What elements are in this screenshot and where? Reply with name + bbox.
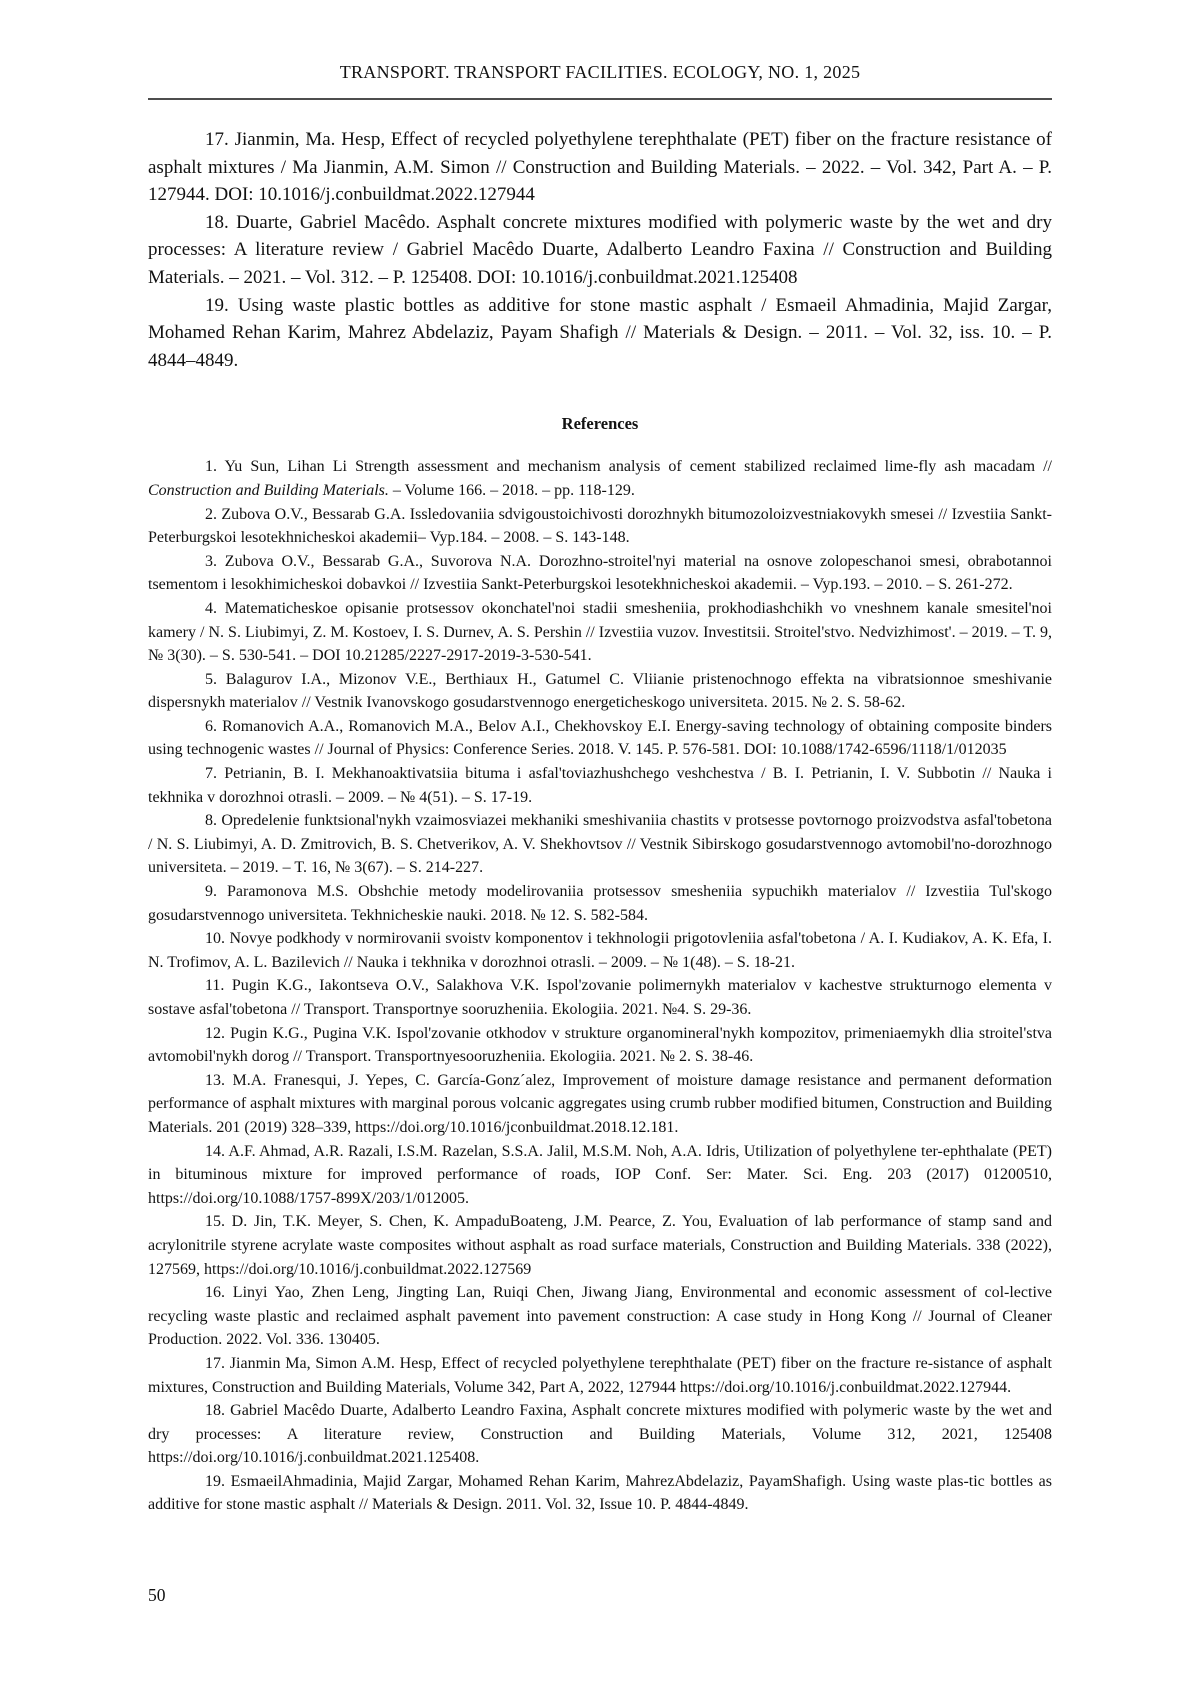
reference-text: 19. Using waste plastic bottles as additive for stone mastic asphalt / Esmaeil Ahmadinia, Majid Zargar, Mohamed Rehan Karim, Mahrez Abdelaziz, Payam Shafigh // Materials & Design. – 2011. – Vol. 32, iss. 10. – P. 4844–4849. (148, 294, 1052, 371)
reference-item (148, 668, 1052, 715)
reference-text: 3. Zubova O.V., Bessarab G.A., Suvorova N.A. Dorozhno-stroitel'nyi material na osnove zolopeschanoi smesi, obrabotannoi tsementom i lesokhimicheskoi dobavkoi // Izvestiia Sankt-Peterburgskoi lesotekhnicheskoi akademii. – Vyp.193. – 2010. – S. 261-272. (148, 552, 1052, 594)
reference-text: 17. Jianmin, Ma. Hesp, Effect of recycled polyethylene terephthalate (PET) fiber on the fracture resistance of asphalt mixtures / Ma Jianmin, A.M. Simon // Construction and Building Materials. – 2022. – Vol. 342, Part A. – P. 127944. DOI: 10.1016/j.conbuildmat.2022.127944 (148, 129, 1052, 206)
reference-text: 12. Pugin K.G., Pugina V.K. Ispol'zovanie otkhodov v strukture organomineral'nykh kompozitov, primeniaemykh dlia stroitel'stva avtomobil'nykh dorog // Transport. Transportnyesooruzheniia. Ekologiia. 2021. № 2. S. 38-46. (148, 1024, 1052, 1066)
reference-text: 6. Romanovich A.A., Romanovich M.A., Belov A.I., Chekhovskoy E.I. Energy-saving technology of obtaining composite binders using technogenic wastes // Journal of Physics: Conference Series. 2018. V. 145. P. 576-581. DOI: 10.1088/1742-6596/1118/1/012035 (148, 717, 1052, 759)
reference-item (148, 1281, 1052, 1352)
reference-text: 18. Gabriel Macêdo Duarte, Adalberto Leandro Faxina, Asphalt concrete mixtures modified with polymeric waste by the wet and dry processes: A literature review, Construction and Building Materials, Volume 312, 2021, 125408 https://doi.org/10.1016/j.conbuildmat.2021.125408. (148, 1402, 1052, 1467)
reference-text: 1. Yu Sun, Lihan Li Strength assessment and mechanism analysis of cement stabilized reclaimed lime-fly ash macadam // (205, 458, 1052, 476)
journal-page (148, 0, 1052, 1698)
reference-item (148, 503, 1052, 550)
reference-item (148, 1022, 1052, 1069)
reference-text: 11. Pugin K.G., Iakontseva O.V., Salakhova V.K. Ispol'zovanie polimernykh materialov v kachestve strukturnogo elementa v sostave asfal'tobetona // Transport. Transportnye sooruzheniia. Ekologiia. 2021. №4. S. 29-36. (148, 977, 1052, 1018)
reference-text: 10. Novye podkhody v normirovanii svoistv komponentov i tekhnologii prigotovleniia asfal'tobetona / A. I. Kudiakov, A. K. Efa, I. N. Trofimov, A. L. Bazilevich // Nauka i tekhnika v dorozhnoi otrasli. – 2009. – № 1(48). – S. 18-21. (148, 930, 1052, 971)
reference-item (148, 809, 1052, 880)
reference-item (148, 1399, 1052, 1470)
reference-item (148, 880, 1052, 927)
reference-item (148, 1069, 1052, 1140)
reference-item (148, 455, 1052, 502)
reference-text: 7. Petrianin, B. I. Mekhanoaktivatsiia bituma i asfal'toviazhushchego veshchestva / B. I. Petrianin, I. V. Subbotin // Nauka i tekhnika v dorozhnoi otrasli. – 2009. – № 4(51). – S. 17-19. (148, 765, 1052, 806)
reference-text: 8. Opredelenie funktsional'nykh vzaimosviazei mekhaniki smeshivaniia chastits v protsesse povtornogo proizvodstva asfal'tobetona / N. S. Liubimyi, A. D. Zmitrovich, B. S. Chetverikov, A. V. Shekhovtsov // Vestnik Sibirskogo gosudarstvennogo avtomobil'no-dorozhnogo universiteta. – 2019. – T. 16, № 3(67). – S. 214-227. (148, 812, 1052, 877)
reference-source-italic: Construction and Building Materials. (148, 481, 389, 499)
reference-text: 5. Balagurov I.A., Mizonov V.E., Berthiaux H., Gatumel C. Vliianie pristenochnogo effekta na vibratsionnoe smeshivanie dispersnykh materialov // Vestnik Ivanovskogo gosudarstvennogo energeticheskogo universiteta. 2015. № 2. S. 58-62. (148, 670, 1052, 712)
reference-item (148, 762, 1052, 809)
reference-text: 19. EsmaeilAhmadinia, Majid Zargar, Mohamed Rehan Karim, MahrezAbdelaziz, PayamShafigh. Using waste plas-tic bottles as additive for stone mastic asphalt // Materials & Design. 2011. Vol. 32, Issue 10. P. 4844-4849. (148, 1472, 1052, 1514)
reference-item (148, 597, 1052, 668)
reference-text: 14. A.F. Ahmad, A.R. Razali, I.S.M. Razelan, S.S.A. Jalil, M.S.M. Noh, A.A. Idris, Utilization of polyethylene ter-ephthalate (PET) in bituminous mixture for improved performance of roads, IOP Conf. Ser: Mater. Sci. Eng. 203 (2017) 01200510, https://doi.org/10.1088/1757-899X/203/1/012005. (148, 1142, 1052, 1207)
reference-item (148, 1470, 1052, 1517)
reference-item (148, 209, 1052, 292)
reference-text: 18. Duarte, Gabriel Macêdo. Asphalt concrete mixtures modified with polymeric waste by the wet and dry processes: A literature review / Gabriel Macêdo Duarte, Adalberto Leandro Faxina // Construction and Building Materials. – 2021. – Vol. 312. – P. 125408. DOI: 10.1016/j.conbuildmat.2021.125408 (148, 211, 1052, 288)
reference-list-continued (148, 126, 1052, 374)
reference-item (148, 1140, 1052, 1211)
reference-item (148, 550, 1052, 597)
reference-text: 2. Zubova O.V., Bessarab G.A. Issledovaniia sdvigoustoichivosti dorozhnykh bitumozoloizvestniakovykh smesei // Izvestiia Sankt-Peterburgskoi lesotekhnicheskoi akademii– Vyp.184. – 2008. – S. 143-148. (148, 505, 1052, 547)
journal-header-title: TRANSPORT. TRANSPORT FACILITIES. ECOLOGY, NO. 1, 2025 (339, 62, 861, 82)
reference-text: – Volume 166. – 2018. – pp. 118-129. (388, 481, 635, 499)
running-header (148, 0, 1052, 100)
page-number: 50 (148, 1585, 166, 1605)
reference-item (148, 715, 1052, 762)
reference-list (148, 455, 1052, 1517)
reference-item (148, 974, 1052, 1021)
reference-item (148, 1352, 1052, 1399)
reference-item (148, 927, 1052, 974)
reference-text: 4. Matematicheskoe opisanie protsessov okonchatel'noi stadii smesheniia, prokhodiashchikh vo vneshnem kanale smesitel'noi kamery / N. S. Liubimyi, Z. M. Kostoev, I. S. Durnev, A. S. Pershin // Izvestiia vuzov. Investitsii. Stroitel'stvo. Nedvizhimost'. – 2019. – T. 9, № 3(30). – S. 530-541. – DOI 10.21285/2227-2917-2019-3-530-541. (148, 599, 1052, 665)
reference-item (148, 292, 1052, 375)
header-divider-rule (148, 98, 1052, 100)
reference-item (148, 126, 1052, 209)
reference-text: 15. D. Jin, T.K. Meyer, S. Chen, K. AmpaduBoateng, J.M. Pearce, Z. You, Evaluation of lab performance of stamp sand and acrylonitrile styrene acrylate waste composites without asphalt as road surface materials, Construction and Building Materials. 338 (2022), 127569, https://doi.org/10.1016/j.conbuildmat.2022.127569 (148, 1213, 1052, 1278)
references-heading: References (561, 414, 639, 434)
reference-text: 13. M.A. Franesqui, J. Yepes, C. García-Gonz´alez, Improvement of moisture damage resistance and permanent deformation performance of asphalt mixtures with marginal porous volcanic aggregates using crumb rubber modified bitumen, Construction and Building Materials. 201 (2019) 328–339, https://doi.org/10.1016/jconbuildmat.2018.12.181. (148, 1071, 1052, 1136)
reference-item (148, 1210, 1052, 1281)
reference-text: 9. Paramonova M.S. Obshchie metody modelirovaniia protsessov smesheniia sypuchikh materialov // Izvestiia Tul'skogo gosudarstvennogo universiteta. Tekhnicheskie nauki. 2018. № 12. S. 582-584. (148, 883, 1052, 924)
reference-text: 17. Jianmin Ma, Simon A.M. Hesp, Effect of recycled polyethylene terephthalate (PET) fiber on the fracture re-sistance of asphalt mixtures, Construction and Building Materials, Volume 342, Part A, 2022, 127944 https://doi.org/10.1016/j.conbuildmat.2022.127944. (148, 1354, 1052, 1396)
reference-text: 16. Linyi Yao, Zhen Leng, Jingting Lan, Ruiqi Chen, Jiwang Jiang, Environmental and economic assessment of col-lective recycling waste plastic and reclaimed asphalt pavement into pavement construction: A case study in Hong Kong // Journal of Cleaner Production. 2022. Vol. 336. 130405. (148, 1284, 1052, 1349)
